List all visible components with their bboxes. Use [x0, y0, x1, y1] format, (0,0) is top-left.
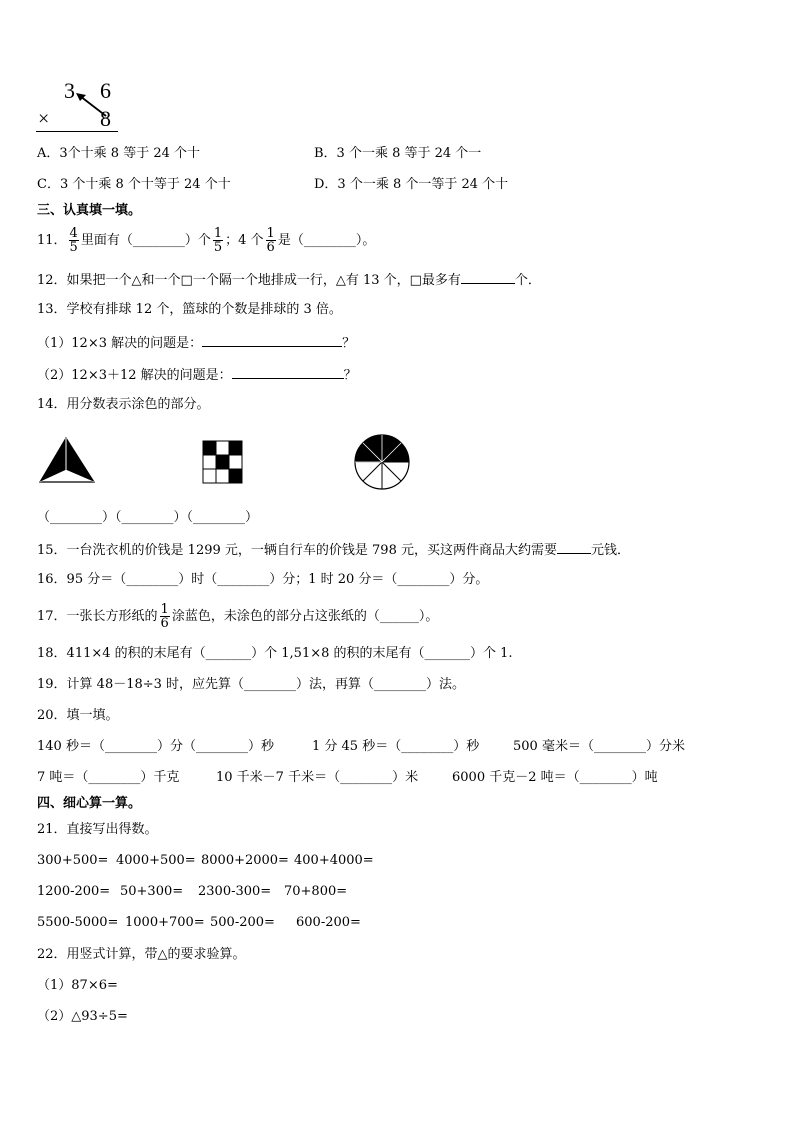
times-sign: × [38, 108, 50, 130]
question-22-part-2[interactable]: （2）△93÷5= [37, 1009, 128, 1024]
question-12 [37, 271, 541, 289]
q12-answer-blank[interactable] [461, 271, 515, 284]
q21-r2-c2[interactable]: 50+300= [120, 884, 184, 899]
multiplier-digit: 8 [100, 106, 111, 131]
q13-sub1-blank[interactable] [202, 334, 342, 347]
q21-r1-c3[interactable]: 8000+2000= [201, 853, 289, 868]
q11-text-2: ；4 个 [225, 233, 264, 248]
q17-prefix: 17．一张长方形纸的 [37, 609, 158, 624]
question-15 [37, 541, 630, 559]
q21-r2-c4[interactable]: 70+800= [284, 884, 348, 899]
q13-sub1-text: （1）12×3 解决的问题是： [37, 336, 203, 351]
question-17 [37, 602, 438, 632]
q13-sub2-text: （2）12×3＋12 解决的问题是： [37, 368, 232, 383]
question-16: 16．95 分＝（________）时（________）分；1 时 20 分＝（________）分。 [37, 572, 489, 587]
q20-row2-item1[interactable]: 7 吨＝（________）千克 [37, 770, 180, 785]
circle-figure [353, 433, 413, 493]
question-11 [37, 226, 375, 256]
q13-sub2-blank[interactable] [232, 366, 344, 379]
multiplicand-digit-tens: 3 [64, 78, 75, 103]
q20-row2-item3[interactable]: 6000 千克－2 吨＝（________）吨 [452, 770, 658, 785]
q12-unit: 个． [514, 273, 541, 288]
q11-text-3: 是（________）。 [277, 233, 376, 248]
q20-row1-item1[interactable]: 140 秒＝（________）分（________）秒 [37, 739, 274, 754]
q11-prefix: 11． [37, 233, 67, 248]
question-20: 20．填一填。 [37, 708, 119, 723]
question-22-part-1[interactable]: （1）87×6= [37, 978, 118, 993]
q12-text: 12．如果把一个△和一个□一个隔一个地排成一行，△有 13 个，□最多有 [37, 273, 461, 288]
q11-text-1: 里面有（________）个 [80, 233, 211, 248]
q20-row1-item3[interactable]: 500 毫米＝（________）分米 [513, 739, 685, 754]
question-13-part-2 [37, 366, 357, 384]
section-4-heading: 四、细心算一算。 [37, 796, 142, 811]
option-c[interactable]: C．3 个十乘 8 个十等于 24 个十 [37, 177, 231, 192]
grid-square-figure [202, 440, 244, 484]
multiplicand-digit-ones: 6 [100, 78, 111, 103]
q17-text: 涂蓝色，未涂色的部分占这张纸的（______）。 [171, 609, 439, 624]
question-13: 13．学校有排球 12 个，篮球的个数是排球的 3 倍。 [37, 302, 342, 317]
q21-r2-c3[interactable]: 2300-300= [198, 884, 272, 899]
option-a[interactable]: A．3个十乘 8 等于 24 个十 [37, 146, 201, 161]
question-14-answers[interactable]: （________）（________）（________） [37, 510, 259, 525]
q21-r3-c4[interactable]: 600-200= [296, 915, 361, 930]
q21-r3-c1[interactable]: 5500-5000= [37, 915, 119, 930]
calc-line [36, 131, 118, 132]
q20-row2-item2[interactable]: 10 千米－7 千米＝（________）米 [216, 770, 419, 785]
fraction-4-5: $\frac{4}{5}$ [69, 226, 78, 255]
question-22: 22．用竖式计算，带△的要求验算。 [37, 947, 246, 962]
q15-text: 15．一台洗衣机的价钱是 1299 元，一辆自行车的价钱是 798 元，买这两件商品大约需要 [37, 543, 557, 558]
q21-r3-c3[interactable]: 500-200= [210, 915, 275, 930]
q13-sub2-question-mark: ？ [343, 368, 357, 383]
q15-answer-blank[interactable] [557, 541, 591, 554]
q15-unit: 元钱． [590, 543, 630, 558]
question-18: 18．411×4 的积的末尾有（_______）个 1,51×8 的积的末尾有（_______）个 1. [37, 646, 513, 661]
question-14: 14．用分数表示涂色的部分。 [37, 397, 210, 412]
q21-r3-c2[interactable]: 1000+700= [125, 915, 205, 930]
question-13-part-1 [37, 334, 355, 352]
vertical-multiplication [36, 78, 126, 134]
fraction-1-6: $\frac{1}{6}$ [266, 226, 275, 255]
q21-r1-c4[interactable]: 400+4000= [294, 853, 374, 868]
option-b[interactable]: B．3 个一乘 8 等于 24 个一 [314, 146, 482, 161]
q13-sub1-question-mark: ？ [342, 336, 356, 351]
fraction-1-5: $\frac{1}{5}$ [213, 226, 223, 255]
q21-r1-c1[interactable]: 300+500= [37, 853, 109, 868]
question-19: 19．计算 48－18÷3 时，应先算（________）法，再算（________）法。 [37, 677, 466, 692]
triangle-figure [38, 436, 98, 486]
section-3-heading: 三、认真填一填。 [37, 203, 142, 218]
q20-row1-item2[interactable]: 1 分 45 秒＝（________）秒 [312, 739, 480, 754]
q21-r1-c2[interactable]: 4000+500= [116, 853, 196, 868]
q21-r2-c1[interactable]: 1200-200= [37, 884, 111, 899]
option-d[interactable]: D．3 个一乘 8 个一等于 24 个十 [314, 177, 509, 192]
fraction-1-6-q17: $\frac{1}{6}$ [160, 602, 169, 631]
question-21: 21．直接写出得数。 [37, 822, 158, 837]
